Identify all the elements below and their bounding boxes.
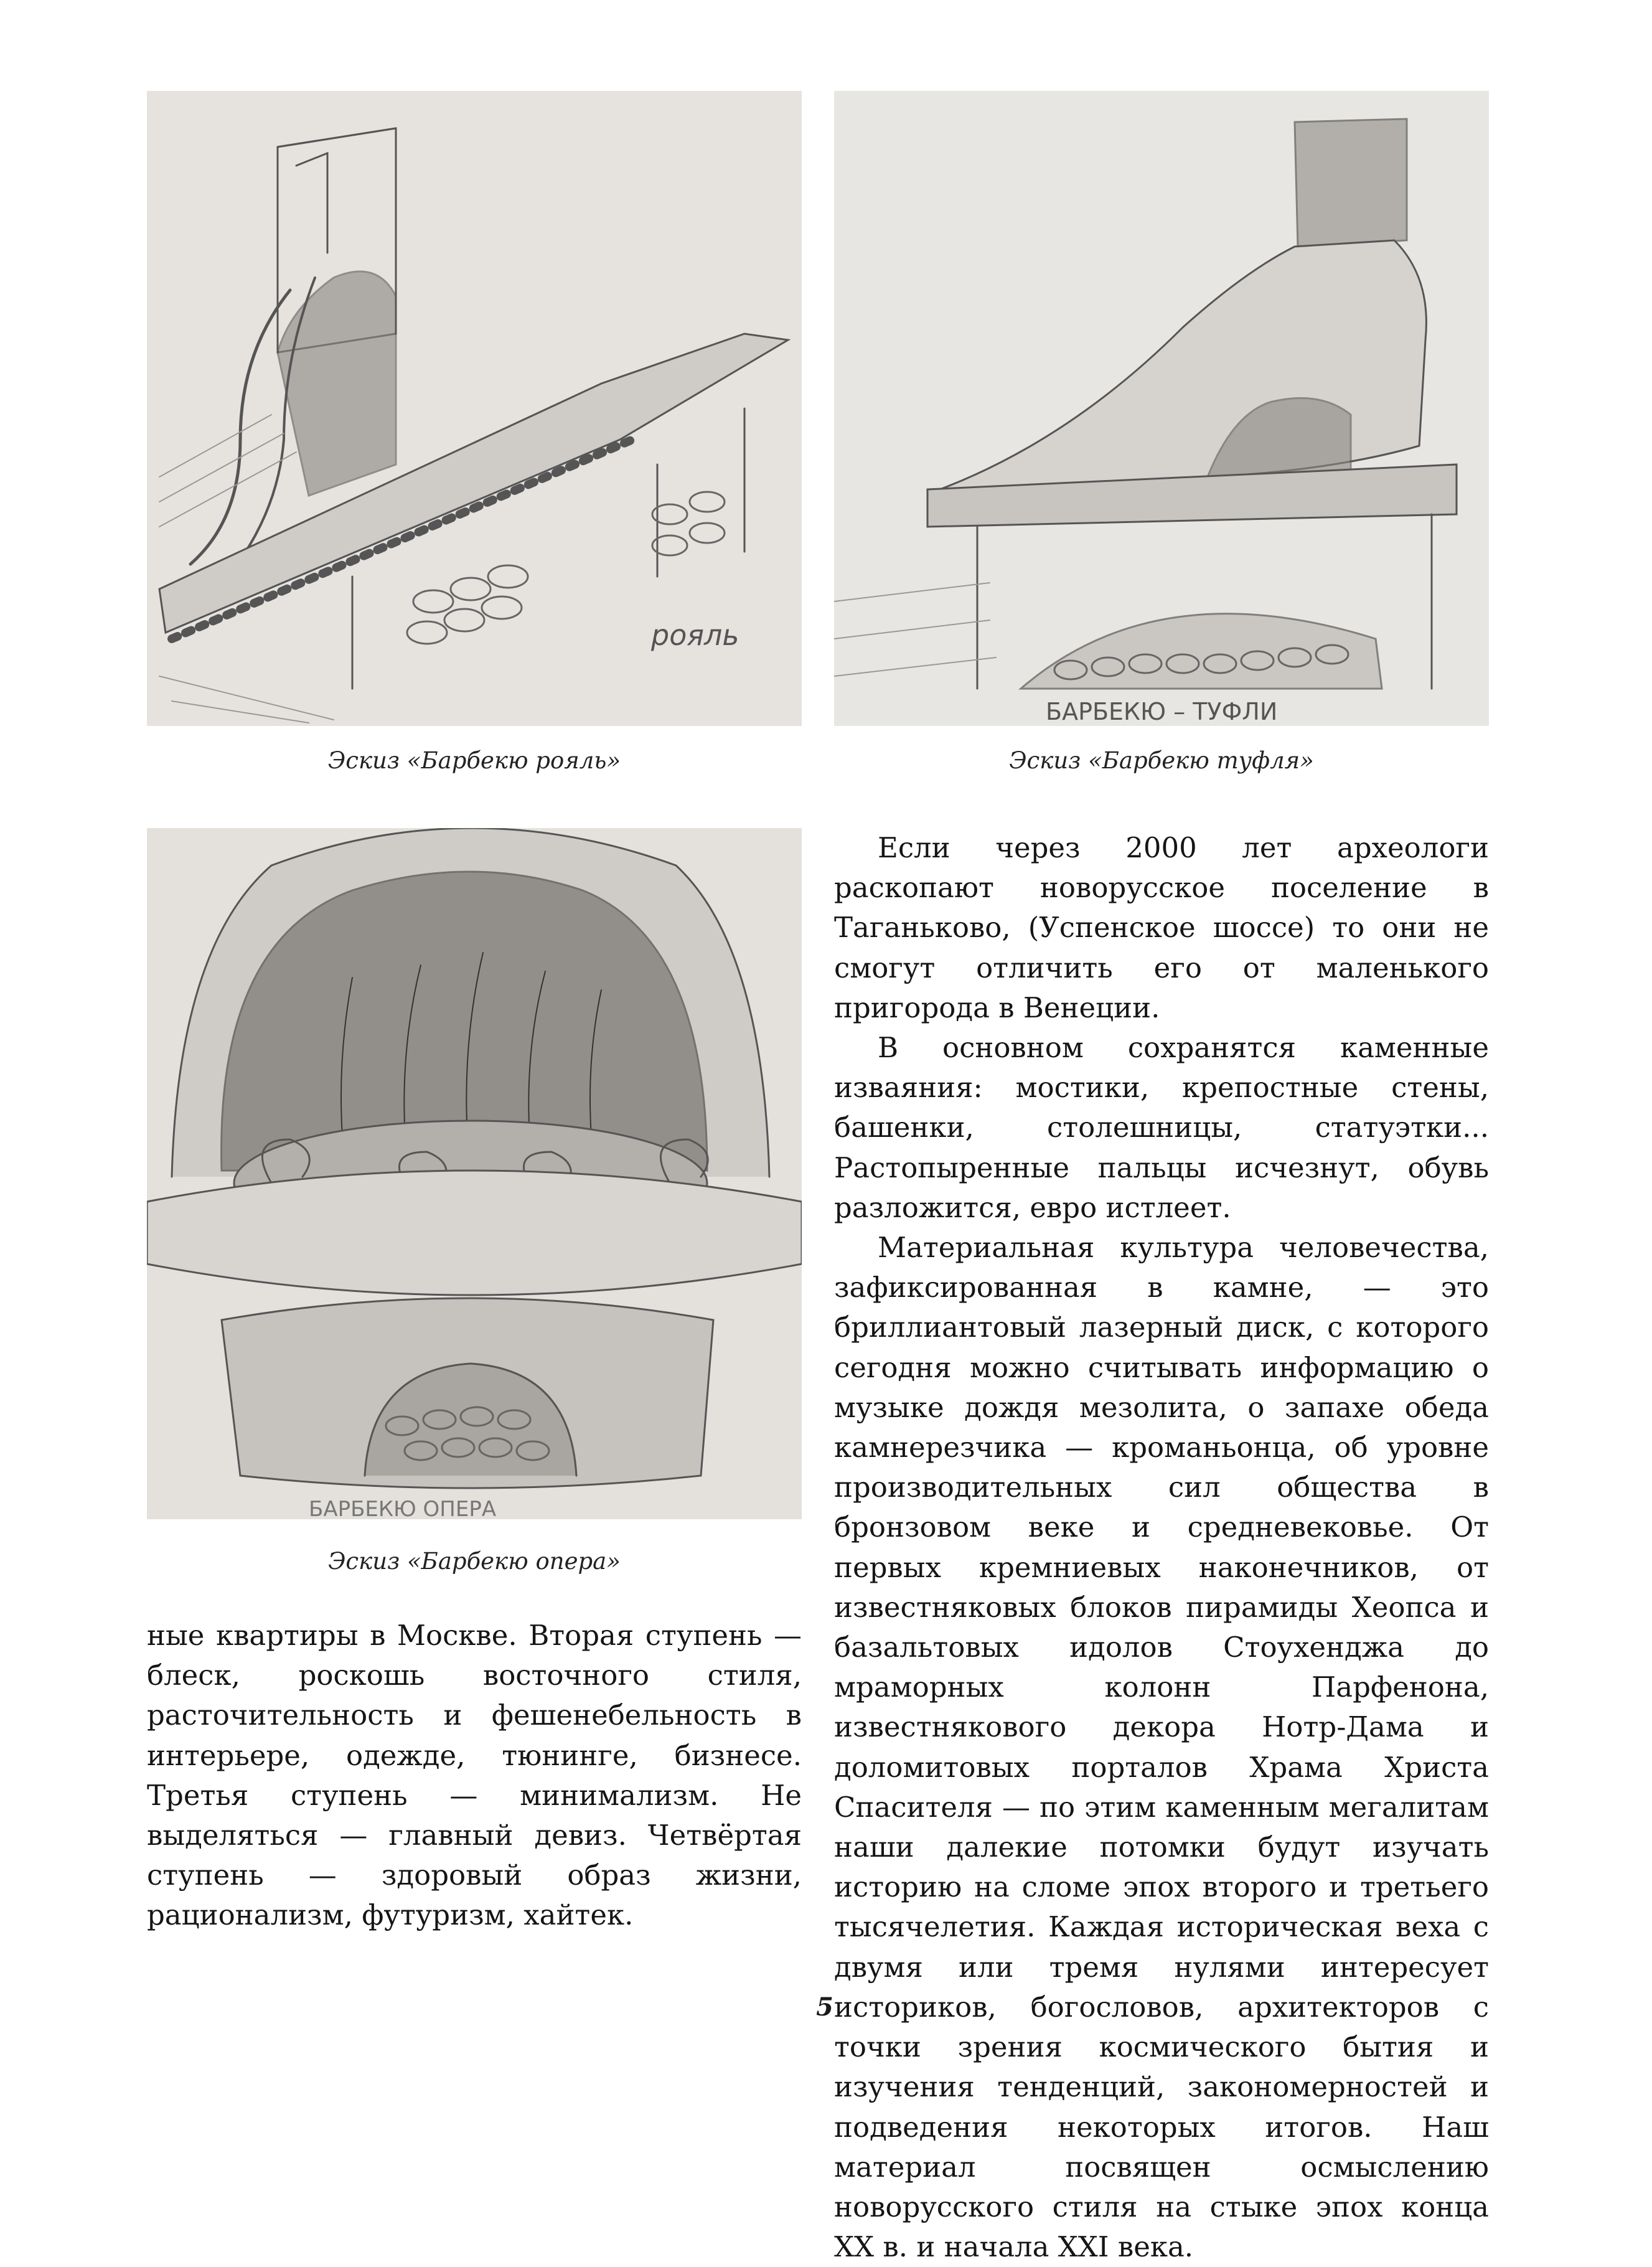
caption-opera: Эскиз «Барбекю опера»: [328, 1548, 621, 1575]
caption-piano: Эскиз «Барбекю рояль»: [327, 747, 621, 774]
right-column-text: [834, 828, 1489, 2267]
piano-handwritten-label: рояль: [651, 618, 739, 652]
paragraph: Если через 2000 лет археологи раскопают новорусское поселение в Таганьково, (Успенское шоссе) то они не смогут отличить его от маленького пригорода в Венеции.: [834, 831, 1489, 1024]
shoe-handwritten-label: БАРБЕКЮ – ТУФЛИ: [1046, 698, 1278, 725]
caption-shoe: Эскиз «Барбекю туфля»: [1009, 747, 1314, 774]
left-column-text: [147, 1616, 802, 1936]
sketch-opera-barbecue: [147, 828, 802, 1519]
paragraph: В основном сохранятся каменные изваяния: мостики, крепостные стены, башенки, столешницы, статуэтки... Растопыренные пальцы исчезнут, обувь разложится, евро истлеет.: [834, 1031, 1489, 1224]
paragraph: Материальная культура человечества, зафиксированная в камне, — это бриллиантовый лазерный диск, с которого сегодня можно считывать информацию о музыке дождя мезолита, о запахе обеда камнерезчика — кроманьонца, об уровне производительных сил общества в бронзовом веке и средневековье. От первых кремниевых наконечников, от известняковых блоков пирамиды Хеопса и базальтовых идолов Стоухенджа до мраморных колонн Парфенона, известнякового декора Нотр-Дама и доломитовых порталов Храма Христа Спасителя — по этим каменным мегалитам наши далекие потомки будут изучать историю на сломе эпох второго и третьего тысячелетия. Каждая историческая веха с двумя или тремя нулями интересует историков, богословов, архитекторов с точки зрения космического бытия и изучения тенденций, закономерностей и подведения некоторых итогов. Наш материал посвящен осмыслению новорусского стиля на стыке эпох конца XX в. и начала XXI века.: [834, 1231, 1489, 2264]
shoe-barbecue-drawing: [834, 91, 1489, 726]
paragraph: ные квартиры в Москве. Вторая ступень — блеск, роскошь восточного стиля, расточительность и фешенебельность в интерьере, одежде, тюнинге, бизнесе. Третья ступень — минимализм. Не выделяться — главный девиз. Четвёртая ступень — здоровый образ жизни, рационализм, футуризм, хайтек.: [147, 1619, 802, 1932]
sketch-shoe-barbecue: [834, 91, 1489, 726]
opera-barbecue-drawing: [147, 828, 802, 1519]
opera-handwritten-label: БАРБЕКЮ ОПЕРА: [309, 1497, 497, 1519]
piano-barbecue-drawing: [147, 91, 802, 726]
page-number: 5: [816, 1992, 833, 2022]
sketch-piano-barbecue: [147, 91, 802, 726]
